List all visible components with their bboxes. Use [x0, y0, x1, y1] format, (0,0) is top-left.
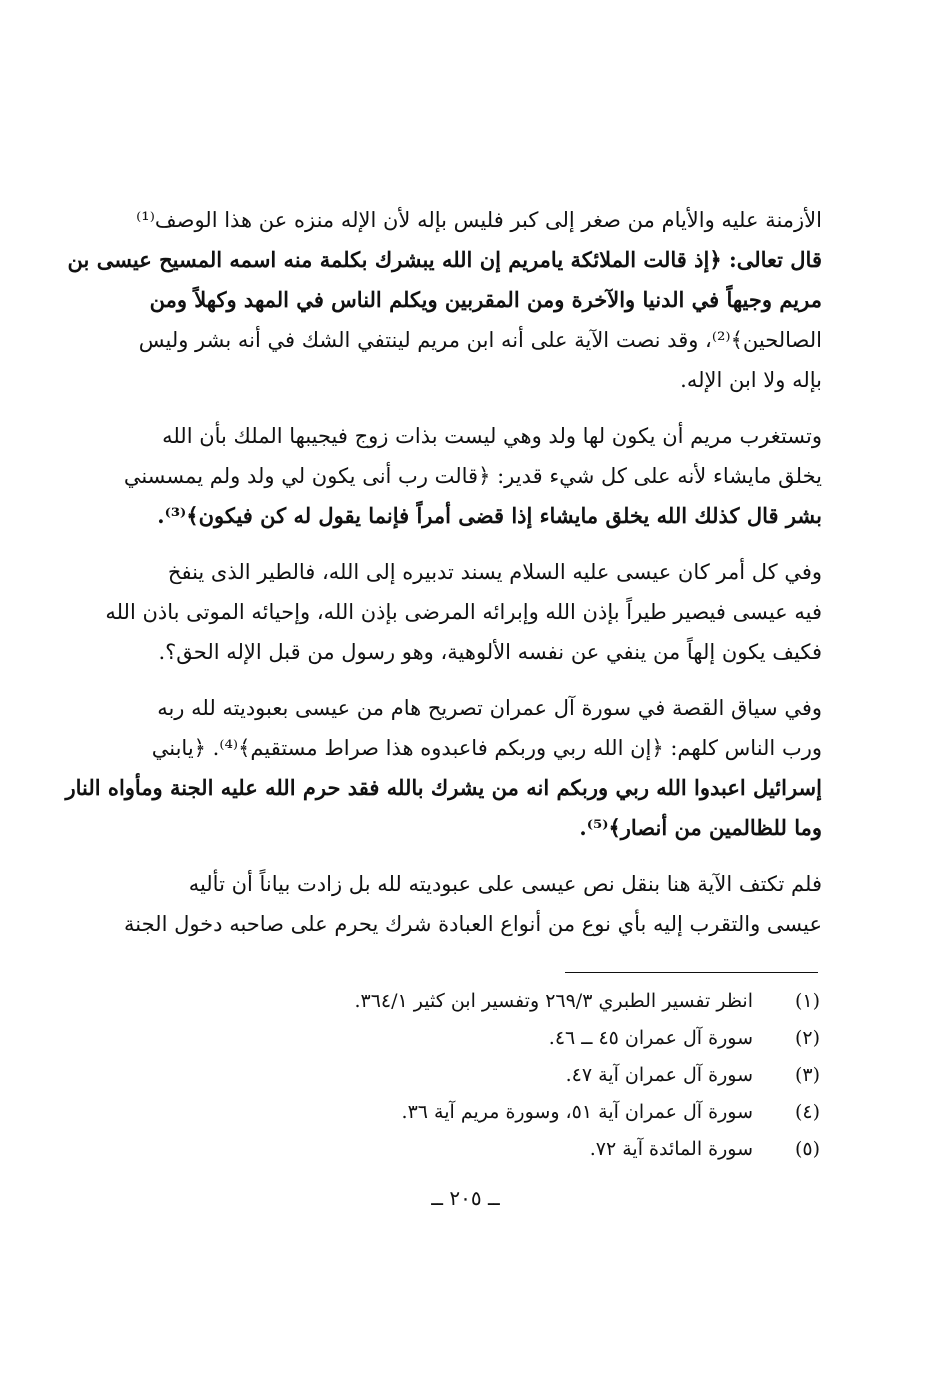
text-line: فيه عيسى فيصير طيراً بإذن الله وإبرائه المرضى بإذن الله، وإحيائه الموتى باذن الله: [105, 600, 822, 624]
text-line: يخلق مايشاء لأنه على كل شيء قدير: ﴿قالت رب أنى يكون لي ولد ولم يمسسني: [123, 464, 822, 488]
footnote-number: (٤): [794, 1101, 820, 1123]
footnote-divider: [565, 972, 818, 973]
text-line: ورب الناس كلهم: ﴿إن الله ربي وربكم فاعبدوه هذا صراط مستقيم﴾⁽⁴⁾. ﴿يابني: [151, 736, 822, 760]
main-text: [65, 200, 822, 944]
text-line: قال تعالى: ﴿إذ قالت الملائكة يامريم إن الله يبشرك بكلمة منه اسمه المسيح عيسى بن: [67, 247, 822, 272]
footnote-item: [300, 1094, 820, 1131]
footnote-text: انظر تفسير الطبري ٢٦٩/٣ وتفسير ابن كثير ٣٦٤/١.: [354, 990, 753, 1012]
footnote-item: [300, 1057, 820, 1094]
paragraph-2: [123, 416, 822, 536]
paragraph-4: [65, 688, 822, 848]
footnotes: [300, 983, 820, 1168]
footnote-text: سورة المائدة آية ٧٢.: [589, 1138, 753, 1160]
text-line: بشر قال كذلك الله يخلق مايشاء إذا قضى أمراً فإنما يقول له كن فيكون﴾⁽³⁾.: [157, 503, 822, 528]
footnote-number: (٣): [794, 1064, 820, 1086]
footnote-number: (٥): [794, 1138, 820, 1160]
text-line: فلم تكتف الآية هنا بنقل نص عيسى على عبوديته لله بل زادت بياناً أن تأليه: [188, 872, 822, 896]
text-line: وفي سياق القصة في سورة آل عمران تصريح هام من عيسى بعبوديته لله ربه: [157, 696, 822, 720]
text-line: بإله ولا ابن الإله.: [680, 368, 822, 392]
text-line: فكيف يكون إلهاً من ينفي عن نفسه الألوهية، وهو رسول من قبل الإله الحق؟.: [158, 640, 822, 664]
footnote-number: (٢): [794, 1027, 820, 1049]
page-number: ــ ٢٠٥ ــ: [431, 1186, 500, 1210]
text-line: عيسى والتقرب إليه بأي نوع من أنواع العبادة شرك يحرم على صاحبه دخول الجنة: [124, 912, 822, 936]
text-line: الأزمنة عليه والأيام من صغر إلى كبر فليس بإله لأن الإله منزه عن هذا الوصف⁽¹⁾: [136, 208, 822, 232]
paragraph-3: [105, 552, 822, 672]
text-line: الصالحين﴾⁽²⁾، وقد نصت الآية على أنه ابن مريم لينتفي الشك في أنه بشر وليس: [138, 328, 822, 352]
text-line: إسرائيل اعبدوا الله ربي وربكم انه من يشرك بالله فقد حرم الله عليه الجنة ومأواه النار: [65, 775, 822, 800]
footnote-item: [300, 1131, 820, 1168]
footnote-number: (١): [794, 990, 820, 1012]
text-line: وفي كل أمر كان عيسى عليه السلام يسند تدبيره إلى الله، فالطير الذى ينفخ: [167, 560, 822, 584]
footnote-item: [300, 983, 820, 1020]
text-line: مريم وجيهاً في الدنيا والآخرة ومن المقربين ويكلم الناس في المهد وكهلاً ومن: [149, 287, 822, 312]
paragraph-5: [124, 864, 822, 944]
footnote-item: [300, 1020, 820, 1057]
footnote-text: سورة آل عمران ٤٥ ــ ٤٦.: [548, 1027, 753, 1049]
text-line: وما للظالمين من أنصار﴾⁽⁵⁾.: [579, 815, 822, 840]
footnote-text: سورة آل عمران آية ٥١، وسورة مريم آية ٣٦.: [401, 1101, 753, 1123]
paragraph-1: [67, 200, 822, 400]
text-line: وتستغرب مريم أن يكون لها ولد وهي ليست بذات زوج فيجيبها الملك بأن الله: [162, 424, 822, 448]
footnote-text: سورة آل عمران آية ٤٧.: [565, 1064, 753, 1086]
